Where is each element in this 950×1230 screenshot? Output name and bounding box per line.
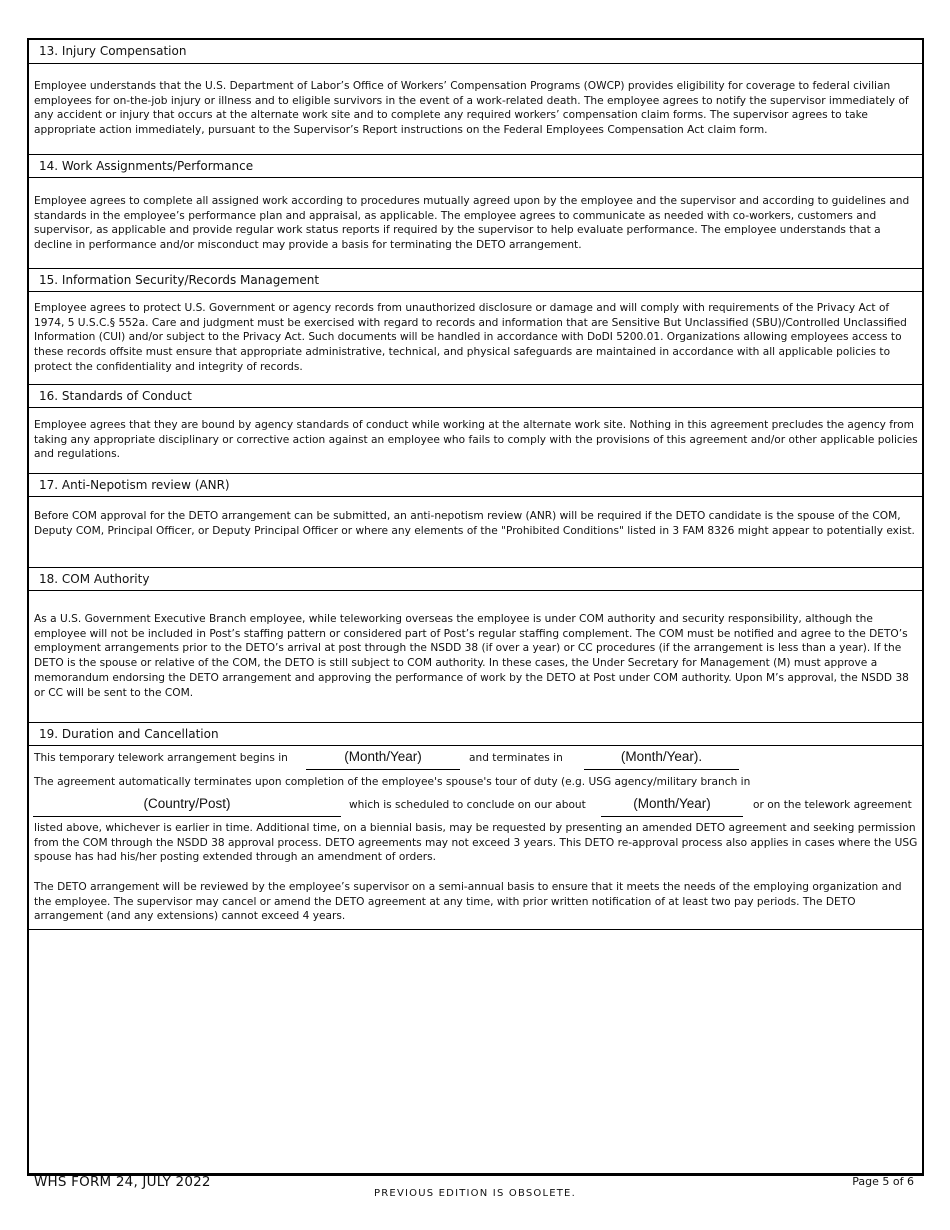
duration-begin-label: This temporary telework arrangement begins in: [34, 752, 288, 764]
section-15-body: Employee agrees to protect U.S. Government or agency records from unauthorized disclosure or damage and will comply with requirements of the Privacy Act of 1974, 5 U.S.C.§ 552a. Care and judgment must be exercised with regard to records and information that are Sensitive But Unclassified (SBU)/Controlled Unclassified Information (CUI) and/or subject to the Privacy Act. Such documents will be handled in accordance with DoDI 5200.01. Organizations allowing employees access to these records offsite must ensure that appropriate administrative, technical, and physical safeguards are maintained in accordance with all applicable policies to protect the confidentiality and integrity of records.: [34, 302, 907, 373]
section-14-body: Employee agrees to complete all assigned work according to procedures mutually agreed upon by the employee and the supervisor and according to guidelines and standards in the employee’s performance plan and appraisal, as applicable. The employee agrees to communicate as needed with co-workers, customers and supervisor, as applicable and provide regular work status reports if required by the supervisor to help evaluate performance. The employee understands that a decline in performance and/or misconduct may provide a basis for terminating the DETO arrangement.: [34, 195, 910, 252]
auto-termination-text: The agreement automatically terminates upon completion of the employee's spouse's tour of duty (e.g. USG agency/military branch in: [34, 776, 751, 788]
section-19-title: 19. Duration and Cancellation: [29, 722, 922, 746]
section-17-body: Before COM approval for the DETO arrangement can be submitted, an anti-nepotism review (ANR) will be required if the DETO candidate is the spouse of the COM, Deputy COM, Principal Officer, or Deputy Principal Officer or where any elements of the "Prohibited Conditions" listed in 3 FAM 8326 might appear to potentially exist.: [34, 510, 915, 537]
country-post-field[interactable]: (Country/Post): [33, 794, 341, 817]
section-18-body: As a U.S. Government Executive Branch employee, while teleworking overseas the employee is under COM authority and security responsibility, although the employee will not be included in Post’s staffing pattern or considered part of Post’s regular staffing complement. The COM must be notified and agree to the DETO’s employment arrangements prior to the DETO’s arrival at post through the NSDD 38 (if over a year) or CC procedures (if the arrangement is less than a year). If the DETO is the spouse or relative of the COM, the DETO is still subject to COM authority. In these cases, the Under Secretary for Management (M) must approve a memorandum endorsing the DETO arrangement and approving the performance of work by the DETO at Post under COM authority. Upon M’s approval, the NSDD 38 or CC will be sent to the COM.: [34, 613, 909, 699]
conclude-month-year-field[interactable]: (Month/Year): [601, 794, 743, 817]
section-15-title: 15. Information Security/Records Management: [29, 268, 922, 292]
section-17-title: 17. Anti-Nepotism review (ANR): [29, 473, 922, 497]
section-16-body: Employee agrees that they are bound by agency standards of conduct while working at the alternate work site. Nothing in this agreement precludes the agency from taking any appropriate disciplinary or corrective action against an employee who fails to comply with the provisions of this agreement and/or other applicable policies and regulations.: [34, 419, 918, 461]
duration-paragraph-1: listed above, whichever is earlier in time. Additional time, on a biennial basis, may be requested by presenting an amended DETO agreement and seeking permission from the COM through the NSDD 38 approval process. DETO agreements may not exceed 3 years. This DETO re-approval process also applies in cases where the USG spouse has had his/her posting extended through an amendment of orders.: [34, 822, 918, 864]
section-14-title: 14. Work Assignments/Performance: [29, 154, 922, 178]
telework-agreement-label: or on the telework agreement: [753, 799, 912, 811]
form-frame: [27, 38, 924, 1176]
section-19-bottom-rule: [29, 929, 922, 930]
end-month-year-field[interactable]: (Month/Year).: [584, 747, 739, 770]
page-number: Page 5 of 6: [852, 1175, 914, 1188]
duration-terminate-label: and terminates in: [469, 752, 563, 764]
begin-month-year-field[interactable]: (Month/Year): [306, 747, 460, 770]
conclude-label: which is scheduled to conclude on our about: [349, 799, 586, 811]
section-13-body: Employee understands that the U.S. Department of Labor’s Office of Workers’ Compensation Programs (OWCP) provides eligibility for coverage to federal civilian employees for on-the-job injury or illness and to eligible survivors in the event of a work-related death. The employee agrees to notify the supervisor immediately of any accident or injury that occurs at the alternate work site and to complete any required workers’ compensation claim forms. The supervisor agrees to take appropriate action immediately, pursuant to the Supervisor’s Report instructions on the Federal Employees Compensation Act claim form.: [34, 80, 909, 137]
section-13-title: 13. Injury Compensation: [29, 40, 922, 64]
duration-paragraph-2: The DETO arrangement will be reviewed by the employee’s supervisor on a semi-annual basis to ensure that it meets the needs of the employing organization and the employee. The supervisor may cancel or amend the DETO agreement at any time, with prior written notification of at least two pay periods. The DETO arrangement (and any extensions) cannot exceed 4 years.: [34, 881, 902, 923]
obsolete-notice: PREVIOUS EDITION IS OBSOLETE.: [374, 1188, 576, 1199]
section-16-title: 16. Standards of Conduct: [29, 384, 922, 408]
section-18-title: 18. COM Authority: [29, 567, 922, 591]
form-id: WHS FORM 24, JULY 2022: [34, 1174, 211, 1190]
